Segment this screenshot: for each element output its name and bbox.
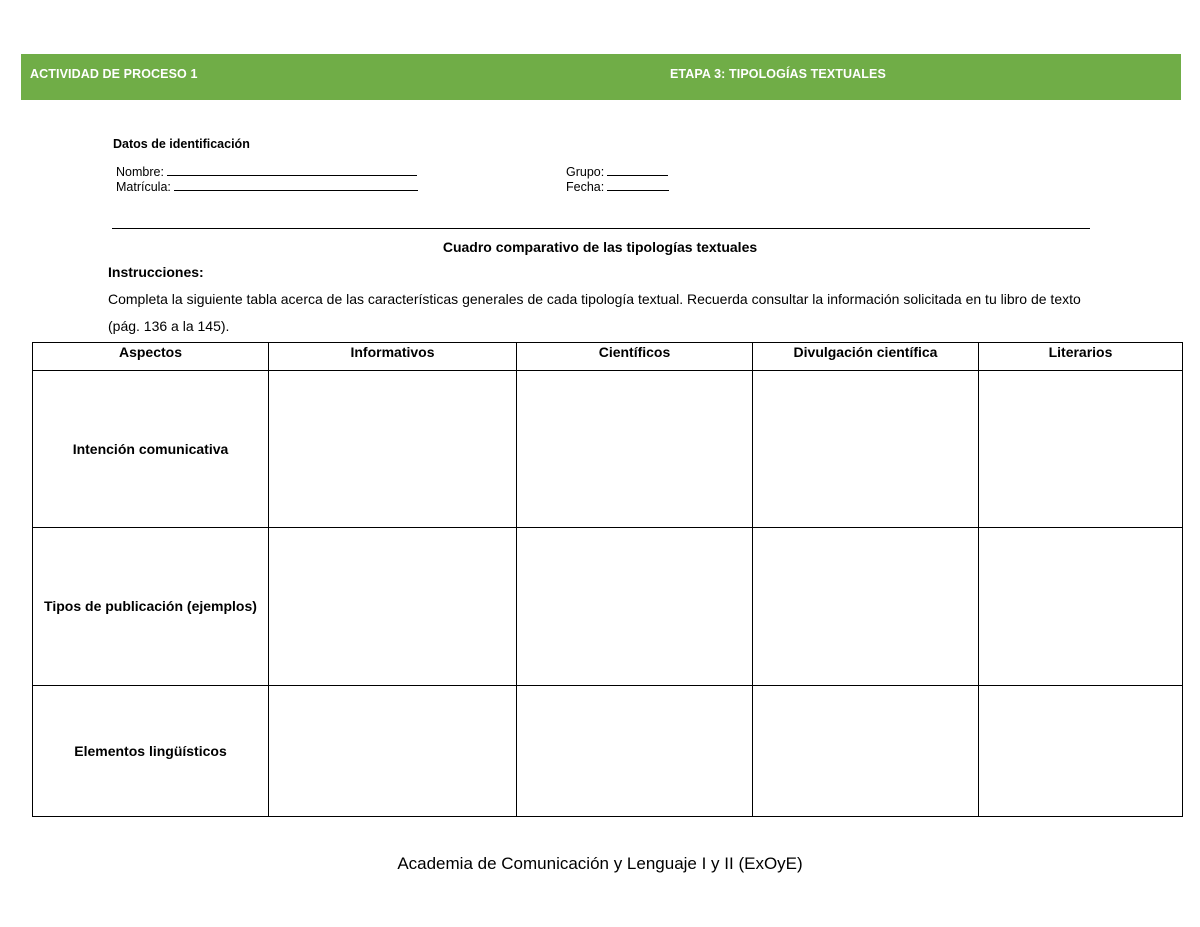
table-header-row <box>33 343 1183 371</box>
document-title: Cuadro comparativo de las tipologías textuales <box>442 239 758 255</box>
matricula-blank-line[interactable] <box>174 178 418 191</box>
fecha-field[interactable] <box>566 178 669 195</box>
table-cell[interactable] <box>517 371 753 528</box>
section-divider <box>112 228 1090 229</box>
identification-title: Datos de identificación <box>113 137 250 151</box>
table-cell[interactable] <box>269 528 517 686</box>
table-cell[interactable] <box>269 686 517 817</box>
table-cell[interactable] <box>517 528 753 686</box>
header-literarios: Literarios <box>979 343 1183 371</box>
header-banner <box>21 54 1181 100</box>
matricula-label: Matrícula: <box>116 180 171 194</box>
grupo-label: Grupo: <box>566 165 605 179</box>
row-label-intencion: Intención comunicativa <box>33 371 269 528</box>
header-divulgacion-cientifica: Divulgación científica <box>753 343 979 371</box>
grupo-blank-line[interactable] <box>607 163 668 176</box>
fecha-label: Fecha: <box>566 180 605 194</box>
fecha-blank-line[interactable] <box>607 178 669 191</box>
comparison-table <box>32 342 1183 817</box>
stage-label: ETAPA 3: TIPOLOGÍAS TEXTUALES <box>670 67 886 81</box>
activity-label: ACTIVIDAD DE PROCESO 1 <box>30 67 198 81</box>
nombre-blank-line[interactable] <box>167 163 417 176</box>
header-informativos: Informativos <box>269 343 517 371</box>
instructions-title: Instrucciones: <box>108 264 204 280</box>
footer-text: Academia de Comunicación y Lenguaje I y II (ExOyE) <box>397 854 803 873</box>
table-cell[interactable] <box>979 528 1183 686</box>
header-aspectos: Aspectos <box>33 343 269 371</box>
table-row <box>33 686 1183 817</box>
table-row <box>33 371 1183 528</box>
matricula-field[interactable] <box>116 178 418 195</box>
header-cientificos: Científicos <box>517 343 753 371</box>
table-cell[interactable] <box>753 686 979 817</box>
table-row <box>33 528 1183 686</box>
table-cell[interactable] <box>979 371 1183 528</box>
row-label-elementos-linguisticos: Elementos lingüísticos <box>33 686 269 817</box>
table-cell[interactable] <box>517 686 753 817</box>
table-cell[interactable] <box>753 371 979 528</box>
nombre-label: Nombre: <box>116 165 164 179</box>
table-cell[interactable] <box>753 528 979 686</box>
table-cell[interactable] <box>269 371 517 528</box>
instructions-text: Completa la siguiente tabla acerca de las características generales de cada tipología textual. Recuerda consultar la información solicitada en tu libro de texto (pág. 136 a la 145). <box>108 291 1081 334</box>
table-cell[interactable] <box>979 686 1183 817</box>
row-label-tipos-publicacion: Tipos de publicación (ejemplos) <box>33 528 269 686</box>
